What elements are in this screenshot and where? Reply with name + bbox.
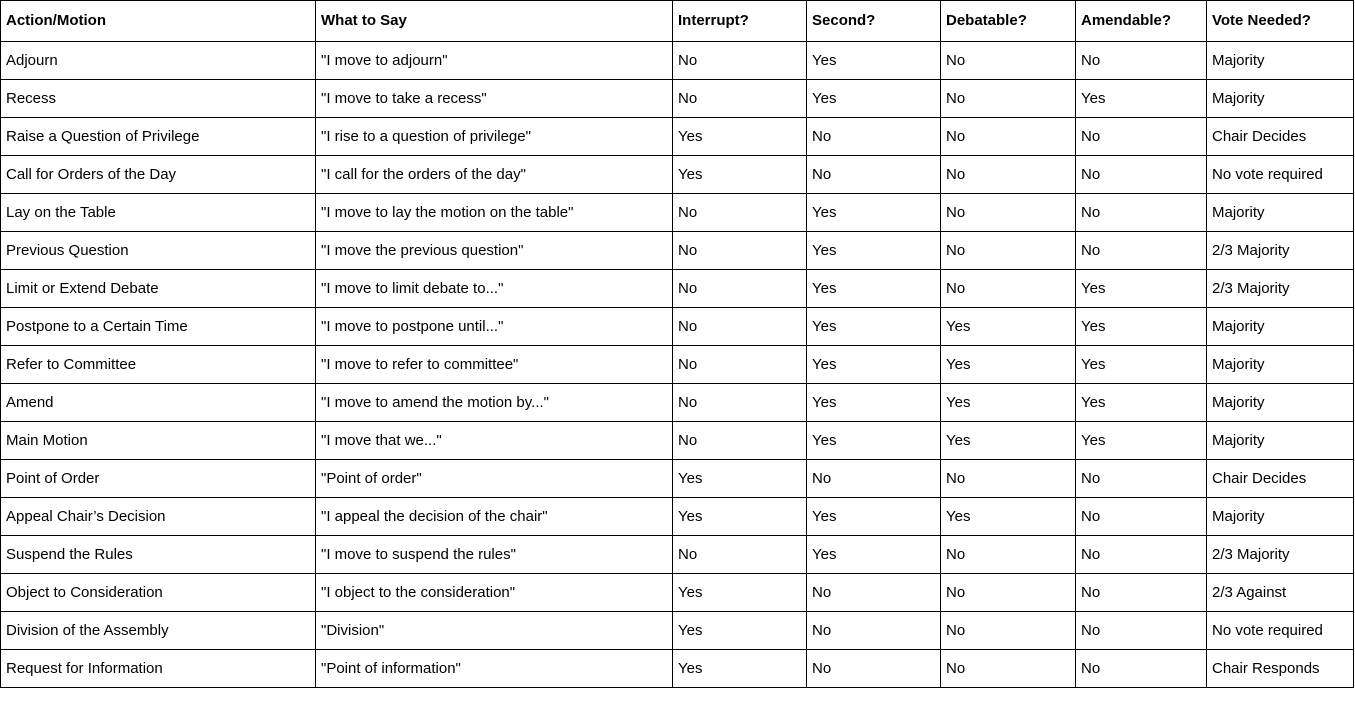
cell-vote[interactable]: Majority [1207, 80, 1354, 118]
cell-say[interactable]: "Point of order" [316, 460, 673, 498]
column-header-interrupt[interactable]: Interrupt? [673, 1, 807, 42]
cell-action[interactable]: Division of the Assembly [1, 612, 316, 650]
cell-say[interactable]: "I move to suspend the rules" [316, 536, 673, 574]
cell-debatable[interactable]: No [941, 460, 1076, 498]
cell-debatable[interactable]: No [941, 232, 1076, 270]
table-body [1, 42, 1354, 688]
cell-second[interactable]: No [807, 650, 941, 688]
cell-debatable[interactable]: No [941, 650, 1076, 688]
cell-vote[interactable]: 2/3 Majority [1207, 536, 1354, 574]
cell-say[interactable]: "I move to refer to committee" [316, 346, 673, 384]
cell-second[interactable]: Yes [807, 308, 941, 346]
cell-interrupt[interactable]: No [673, 42, 807, 80]
table-row [1, 384, 1354, 422]
cell-interrupt[interactable]: No [673, 422, 807, 460]
cell-vote[interactable]: No vote required [1207, 612, 1354, 650]
table-row [1, 536, 1354, 574]
cell-action[interactable]: Previous Question [1, 232, 316, 270]
cell-amendable[interactable]: Yes [1076, 384, 1207, 422]
cell-say[interactable]: "I rise to a question of privilege" [316, 118, 673, 156]
cell-second[interactable]: No [807, 118, 941, 156]
table-row [1, 232, 1354, 270]
cell-vote[interactable]: Majority [1207, 498, 1354, 536]
cell-second[interactable]: Yes [807, 42, 941, 80]
cell-action[interactable]: Raise a Question of Privilege [1, 118, 316, 156]
table-row [1, 80, 1354, 118]
cell-interrupt[interactable]: No [673, 384, 807, 422]
cell-vote[interactable]: Majority [1207, 308, 1354, 346]
table-row [1, 574, 1354, 612]
cell-say[interactable]: "I move to postpone until..." [316, 308, 673, 346]
cell-interrupt[interactable]: Yes [673, 612, 807, 650]
cell-amendable[interactable]: Yes [1076, 308, 1207, 346]
cell-second[interactable]: No [807, 460, 941, 498]
cell-action[interactable]: Refer to Committee [1, 346, 316, 384]
table-row [1, 42, 1354, 80]
cell-action[interactable]: Limit or Extend Debate [1, 270, 316, 308]
cell-amendable[interactable]: No [1076, 536, 1207, 574]
cell-debatable[interactable]: No [941, 536, 1076, 574]
cell-second[interactable]: Yes [807, 384, 941, 422]
table-header [1, 1, 1354, 42]
cell-debatable[interactable]: No [941, 42, 1076, 80]
table-row [1, 498, 1354, 536]
cell-interrupt[interactable]: No [673, 270, 807, 308]
cell-debatable[interactable]: Yes [941, 346, 1076, 384]
cell-action[interactable]: Suspend the Rules [1, 536, 316, 574]
cell-second[interactable]: Yes [807, 232, 941, 270]
cell-amendable[interactable]: No [1076, 498, 1207, 536]
cell-action[interactable]: Call for Orders of the Day [1, 156, 316, 194]
cell-vote[interactable]: Majority [1207, 422, 1354, 460]
cell-second[interactable]: No [807, 612, 941, 650]
cell-interrupt[interactable]: Yes [673, 156, 807, 194]
cell-say[interactable]: "I move to lay the motion on the table" [316, 194, 673, 232]
cell-amendable[interactable]: No [1076, 118, 1207, 156]
cell-interrupt[interactable]: No [673, 346, 807, 384]
cell-action[interactable]: Amend [1, 384, 316, 422]
cell-amendable[interactable]: No [1076, 194, 1207, 232]
cell-interrupt[interactable]: No [673, 308, 807, 346]
cell-say[interactable]: "Point of information" [316, 650, 673, 688]
column-header-debatable[interactable]: Debatable? [941, 1, 1076, 42]
cell-vote[interactable]: Majority [1207, 42, 1354, 80]
cell-second[interactable]: Yes [807, 422, 941, 460]
column-header-amendable[interactable]: Amendable? [1076, 1, 1207, 42]
table-header-row [1, 1, 1354, 42]
table-row [1, 612, 1354, 650]
cell-amendable[interactable]: Yes [1076, 80, 1207, 118]
cell-debatable[interactable]: No [941, 118, 1076, 156]
cell-amendable[interactable]: No [1076, 650, 1207, 688]
cell-action[interactable]: Point of Order [1, 460, 316, 498]
cell-interrupt[interactable]: Yes [673, 118, 807, 156]
cell-debatable[interactable]: No [941, 270, 1076, 308]
cell-action[interactable]: Appeal Chair’s Decision [1, 498, 316, 536]
column-header-second[interactable]: Second? [807, 1, 941, 42]
cell-second[interactable]: No [807, 574, 941, 612]
cell-second[interactable]: No [807, 156, 941, 194]
cell-say[interactable]: "I move the previous question" [316, 232, 673, 270]
table-row [1, 118, 1354, 156]
cell-interrupt[interactable]: No [673, 536, 807, 574]
table-row [1, 308, 1354, 346]
cell-interrupt[interactable]: Yes [673, 650, 807, 688]
cell-second[interactable]: Yes [807, 346, 941, 384]
cell-debatable[interactable]: No [941, 574, 1076, 612]
cell-action[interactable]: Main Motion [1, 422, 316, 460]
cell-second[interactable]: Yes [807, 270, 941, 308]
table-row [1, 422, 1354, 460]
cell-say[interactable]: "Division" [316, 612, 673, 650]
column-header-vote[interactable]: Vote Needed? [1207, 1, 1354, 42]
cell-second[interactable]: Yes [807, 80, 941, 118]
cell-debatable[interactable]: Yes [941, 384, 1076, 422]
cell-action[interactable]: Postpone to a Certain Time [1, 308, 316, 346]
cell-amendable[interactable]: Yes [1076, 346, 1207, 384]
cell-amendable[interactable]: No [1076, 156, 1207, 194]
cell-vote[interactable]: 2/3 Majority [1207, 270, 1354, 308]
cell-debatable[interactable]: No [941, 612, 1076, 650]
cell-interrupt[interactable]: Yes [673, 498, 807, 536]
cell-vote[interactable]: Majority [1207, 194, 1354, 232]
cell-amendable[interactable]: Yes [1076, 270, 1207, 308]
cell-vote[interactable]: Chair Decides [1207, 460, 1354, 498]
cell-amendable[interactable]: No [1076, 232, 1207, 270]
cell-action[interactable]: Recess [1, 80, 316, 118]
table-row [1, 270, 1354, 308]
column-header-say[interactable]: What to Say [316, 1, 673, 42]
cell-debatable[interactable]: Yes [941, 422, 1076, 460]
cell-vote[interactable]: Majority [1207, 346, 1354, 384]
cell-second[interactable]: Yes [807, 536, 941, 574]
cell-second[interactable]: Yes [807, 194, 941, 232]
cell-vote[interactable]: No vote required [1207, 156, 1354, 194]
cell-action[interactable]: Request for Information [1, 650, 316, 688]
cell-say[interactable]: "I object to the consideration" [316, 574, 673, 612]
cell-vote[interactable]: 2/3 Majority [1207, 232, 1354, 270]
cell-debatable[interactable]: Yes [941, 498, 1076, 536]
cell-action[interactable]: Object to Consideration [1, 574, 316, 612]
cell-vote[interactable]: 2/3 Against [1207, 574, 1354, 612]
cell-vote[interactable]: Chair Decides [1207, 118, 1354, 156]
cell-interrupt[interactable]: Yes [673, 574, 807, 612]
cell-action[interactable]: Adjourn [1, 42, 316, 80]
cell-interrupt[interactable]: No [673, 232, 807, 270]
cell-say[interactable]: "I call for the orders of the day" [316, 156, 673, 194]
cell-amendable[interactable]: No [1076, 612, 1207, 650]
cell-vote[interactable]: Chair Responds [1207, 650, 1354, 688]
table-row [1, 194, 1354, 232]
cell-amendable[interactable]: Yes [1076, 422, 1207, 460]
cell-interrupt[interactable]: No [673, 80, 807, 118]
cell-debatable[interactable]: No [941, 80, 1076, 118]
cell-say[interactable]: "I move to take a recess" [316, 80, 673, 118]
cell-interrupt[interactable]: Yes [673, 460, 807, 498]
cell-vote[interactable]: Majority [1207, 384, 1354, 422]
cell-second[interactable]: Yes [807, 498, 941, 536]
table-row [1, 460, 1354, 498]
cell-say[interactable]: "I move to amend the motion by..." [316, 384, 673, 422]
cell-amendable[interactable]: No [1076, 574, 1207, 612]
cell-debatable[interactable]: No [941, 194, 1076, 232]
column-header-action[interactable]: Action/Motion [1, 1, 316, 42]
cell-action[interactable]: Lay on the Table [1, 194, 316, 232]
cell-amendable[interactable]: No [1076, 460, 1207, 498]
cell-debatable[interactable]: No [941, 156, 1076, 194]
cell-interrupt[interactable]: No [673, 194, 807, 232]
cell-say[interactable]: "I move to limit debate to..." [316, 270, 673, 308]
cell-say[interactable]: "I move that we..." [316, 422, 673, 460]
cell-say[interactable]: "I appeal the decision of the chair" [316, 498, 673, 536]
table-row [1, 156, 1354, 194]
table-row [1, 650, 1354, 688]
cell-amendable[interactable]: No [1076, 42, 1207, 80]
table-row [1, 346, 1354, 384]
cell-say[interactable]: "I move to adjourn" [316, 42, 673, 80]
cell-debatable[interactable]: Yes [941, 308, 1076, 346]
